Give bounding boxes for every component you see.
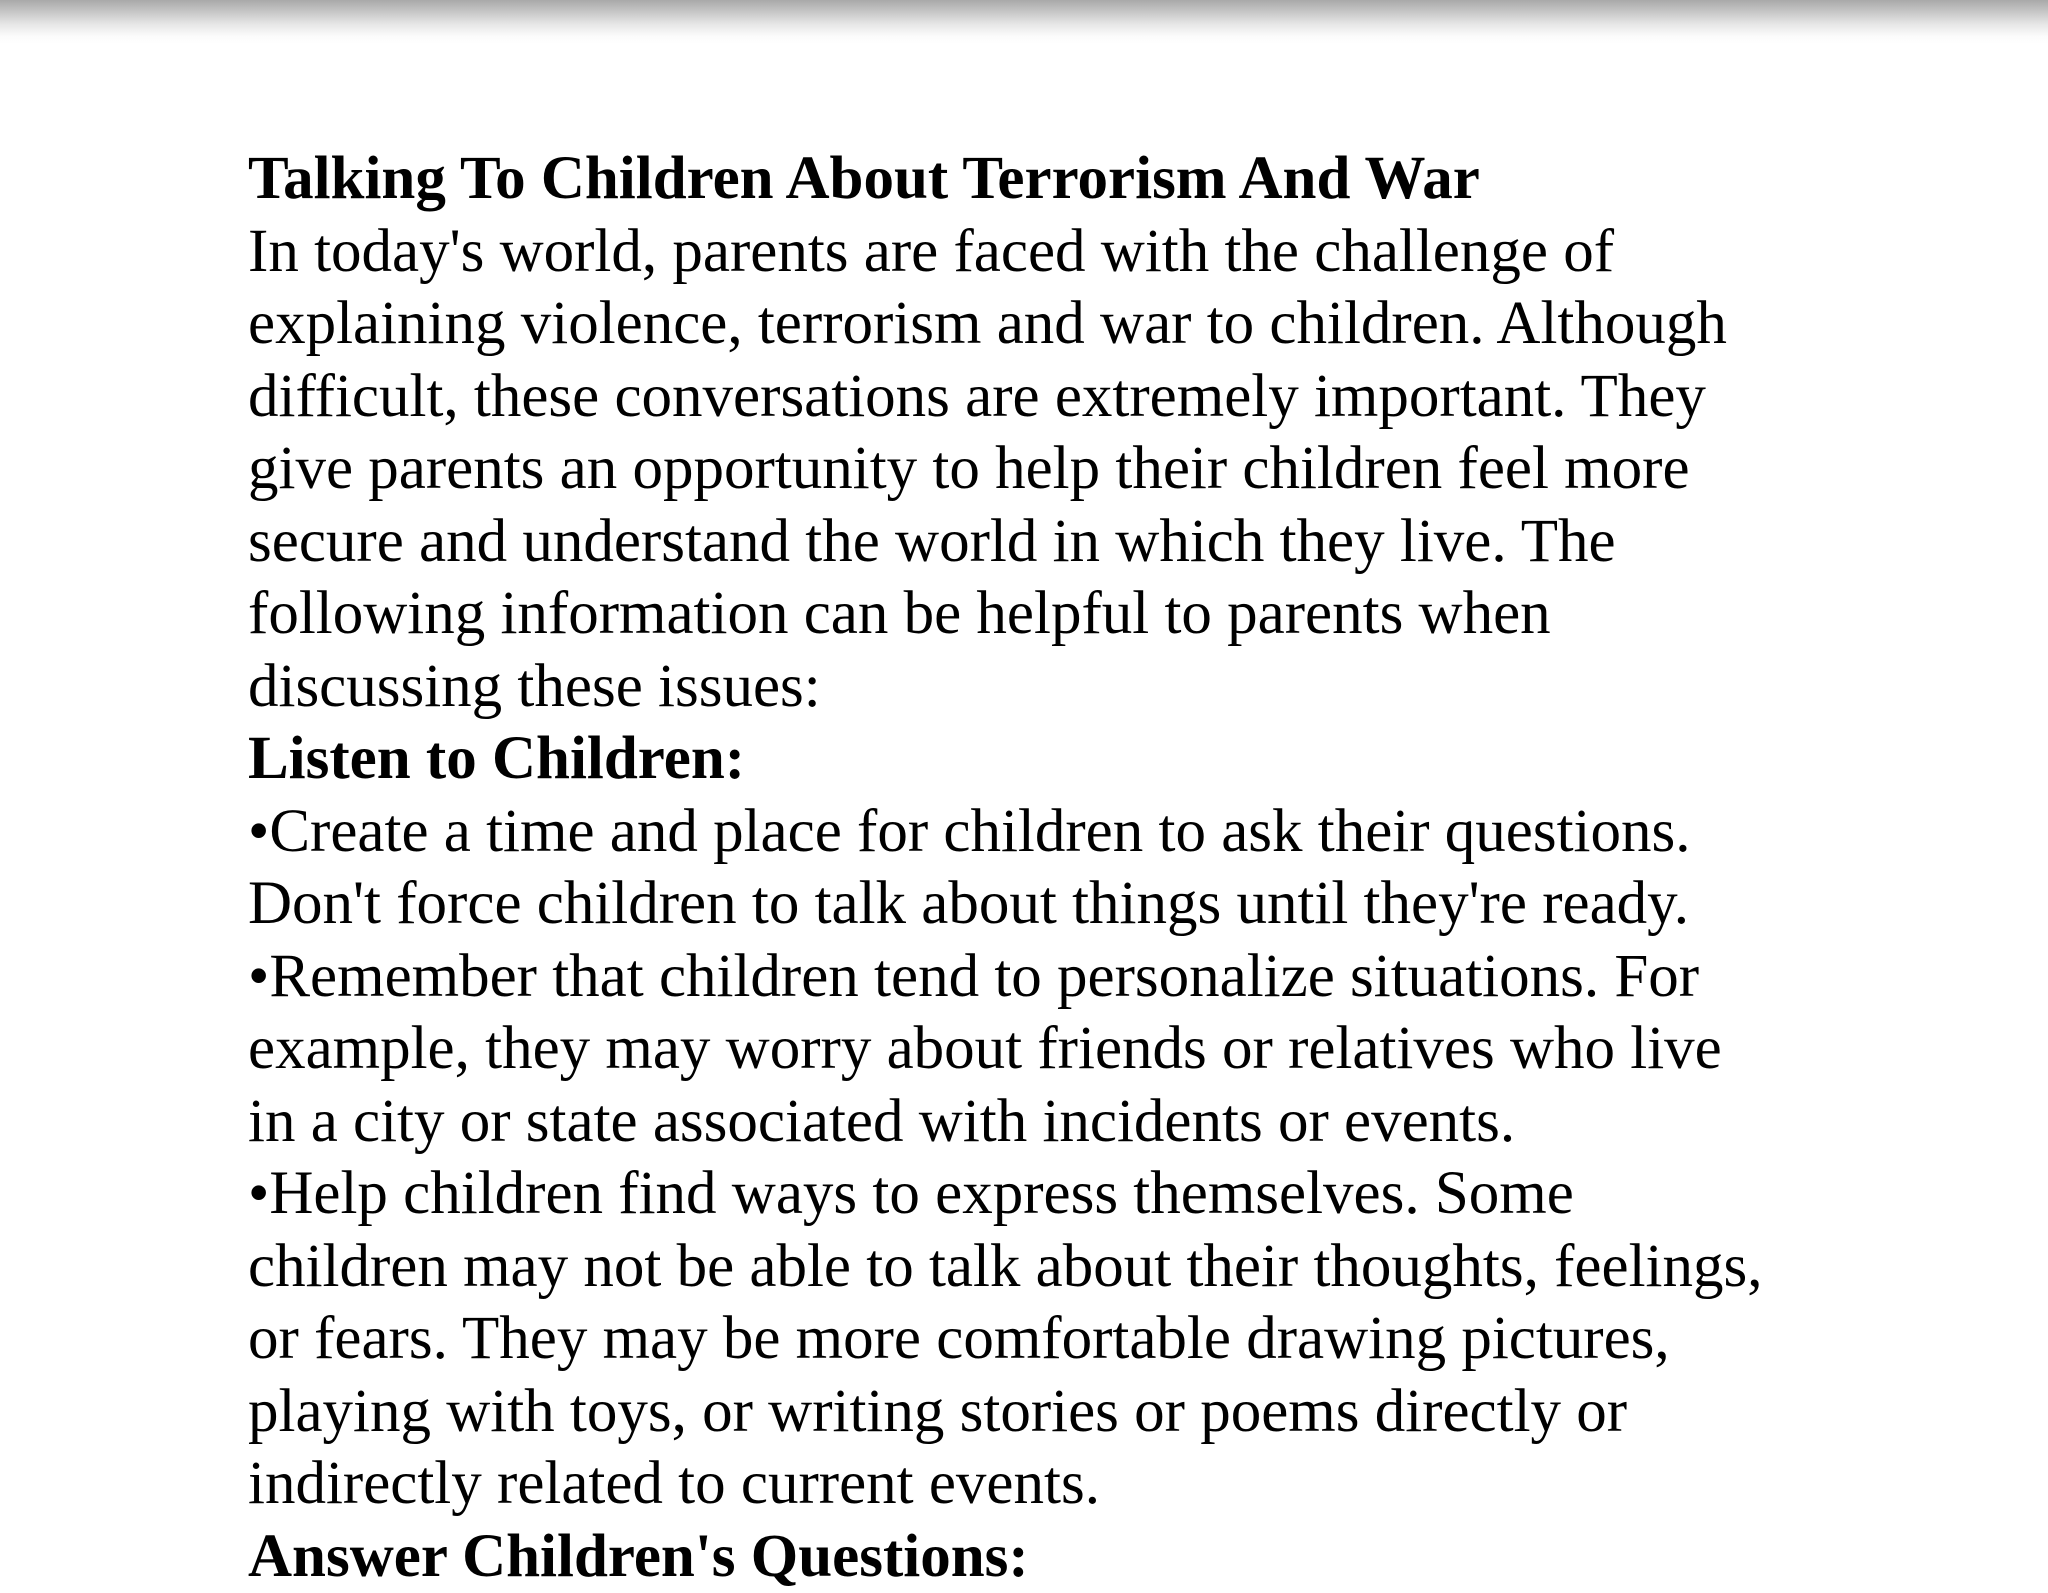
document-text-line: •Create a time and place for children to ask their questions. — [248, 796, 1762, 869]
document-text-line: give parents an opportunity to help their children feel more — [248, 433, 1762, 506]
document-text-line: difficult, these conversations are extremely important. They — [248, 361, 1762, 434]
document-text-line: •Help children find ways to express themselves. Some — [248, 1158, 1762, 1231]
document-text-line: playing with toys, or writing stories or poems directly or — [248, 1376, 1762, 1449]
document-heading-line: Answer Children's Questions: — [248, 1521, 1762, 1593]
document-text-line: indirectly related to current events. — [248, 1448, 1762, 1521]
document-text-line: example, they may worry about friends or relatives who live — [248, 1013, 1762, 1086]
document-heading-line: Talking To Children About Terrorism And War — [248, 143, 1762, 216]
document-text-line: Don't force children to talk about things until they're ready. — [248, 868, 1762, 941]
document-text-line: or fears. They may be more comfortable drawing pictures, — [248, 1303, 1762, 1376]
document-text-line: discussing these issues: — [248, 651, 1762, 724]
document-text-line: •Remember that children tend to personalize situations. For — [248, 941, 1762, 1014]
document-text-line: in a city or state associated with incidents or events. — [248, 1086, 1762, 1159]
document-text-line: In today's world, parents are faced with the challenge of — [248, 216, 1762, 289]
document-heading-line: Listen to Children: — [248, 723, 1762, 796]
document-text-line: following information can be helpful to parents when — [248, 578, 1762, 651]
document-text-line: secure and understand the world in which they live. The — [248, 506, 1762, 579]
document-text-line: explaining violence, terrorism and war to children. Although — [248, 288, 1762, 361]
document-text-block — [248, 143, 1762, 1593]
document-text-line: children may not be able to talk about their thoughts, feelings, — [248, 1231, 1762, 1304]
